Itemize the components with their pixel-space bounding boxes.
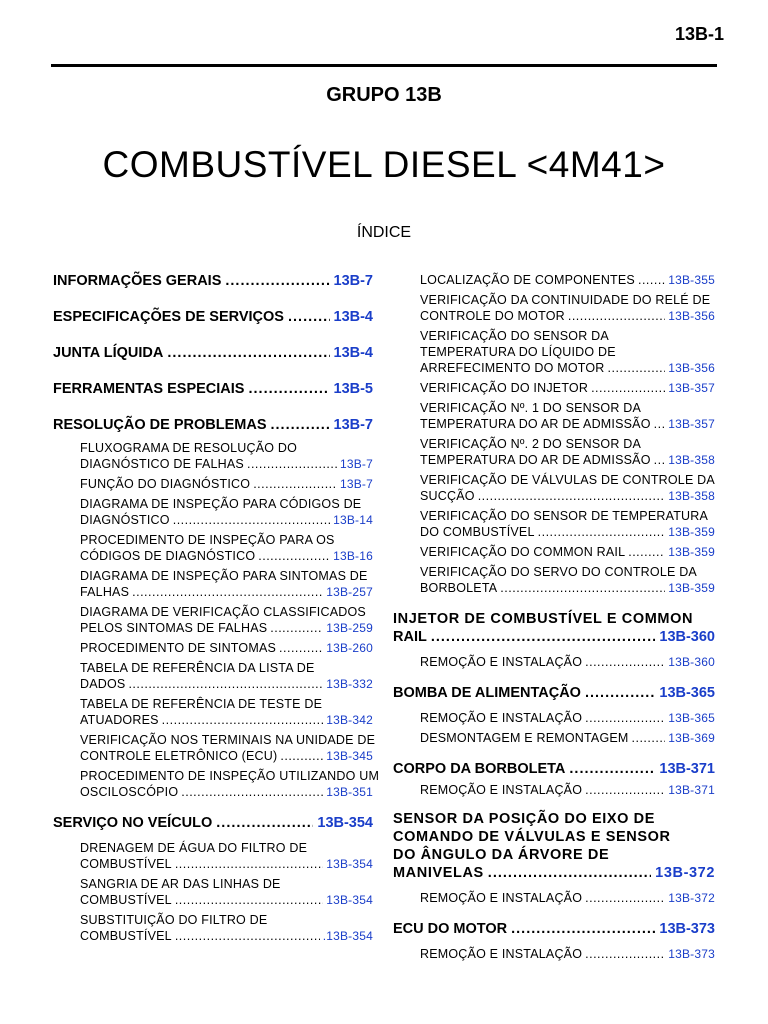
- toc-page-link[interactable]: 13B-365: [659, 685, 715, 701]
- toc-subentry[interactable]: [53, 476, 373, 492]
- toc-subentry-label: COMBUSTÍVEL: [80, 929, 172, 943]
- toc-entry-sensor-posicao[interactable]: [393, 810, 715, 882]
- toc-subentry[interactable]: [53, 568, 373, 600]
- toc-entry-label: DO ÂNGULO DA ÁRVORE DE: [393, 847, 610, 863]
- toc-page-link[interactable]: 13B-360: [659, 629, 715, 645]
- toc-subentry[interactable]: [53, 732, 376, 764]
- leader-dots: [585, 654, 665, 670]
- toc-subentry[interactable]: [53, 840, 373, 872]
- leader-dots: [488, 864, 651, 882]
- toc-subentry-label: DADOS: [80, 677, 126, 691]
- leader-dots: [248, 380, 329, 398]
- toc-entry-label: COMANDO DE VÁLVULAS E SENSOR: [393, 829, 671, 845]
- leader-dots: [638, 272, 665, 288]
- toc-subentry[interactable]: [393, 380, 715, 396]
- toc-subentry[interactable]: [53, 604, 373, 636]
- toc-subentry[interactable]: [393, 472, 715, 504]
- toc-page-link[interactable]: 13B-332: [326, 677, 373, 691]
- toc-subentry-label: PROCEDIMENTO DE SINTOMAS: [80, 641, 277, 655]
- toc-subentry-label: FUNÇÃO DO DIAGNÓSTICO: [80, 477, 251, 491]
- toc-entry-label: RAIL: [393, 629, 427, 645]
- toc-entry-junta-liquida[interactable]: [53, 344, 373, 362]
- leader-dots: [128, 676, 323, 692]
- leader-dots: [162, 712, 324, 728]
- toc-entry-corpo-borboleta[interactable]: [393, 760, 715, 778]
- toc-subentry-line: VERIFICAÇÃO DA CONTINUIDADE DO RELÉ DE: [420, 293, 711, 307]
- toc-left-column: [53, 272, 380, 948]
- toc-entry-informacoes-gerais[interactable]: [53, 272, 373, 290]
- toc-entry-ferramentas[interactable]: [53, 380, 373, 398]
- toc-subentry-label: SUCÇÃO: [420, 489, 475, 503]
- leader-dots: [258, 548, 330, 564]
- toc-subentry-label: REMOÇÃO E INSTALAÇÃO: [420, 783, 583, 797]
- toc-subentry[interactable]: [393, 730, 715, 746]
- toc-entry-label: BOMBA DE ALIMENTAÇÃO: [393, 685, 581, 701]
- leader-dots: [271, 416, 330, 434]
- toc-page-link[interactable]: 13B-7: [339, 457, 373, 471]
- leader-dots: [585, 684, 655, 702]
- toc-subentry[interactable]: [393, 654, 715, 670]
- toc-page-link[interactable]: 13B-369: [668, 731, 715, 745]
- toc-subentry-label: DO COMBUSTÍVEL: [420, 525, 535, 539]
- toc-subentry-label: REMOÇÃO E INSTALAÇÃO: [420, 711, 583, 725]
- toc-page-link[interactable]: 13B-16: [333, 549, 373, 563]
- toc-page-link[interactable]: 13B-7: [333, 273, 373, 289]
- toc-entry-bomba[interactable]: [393, 684, 715, 702]
- toc-subentry-label: TEMPERATURA DO AR DE ADMISSÃO: [420, 453, 651, 467]
- leader-dots: [181, 784, 323, 800]
- toc-page-link[interactable]: 13B-359: [668, 525, 715, 539]
- toc-entry-label: JUNTA LÍQUIDA: [53, 345, 164, 361]
- toc-subentry[interactable]: [53, 640, 373, 656]
- toc-page-link[interactable]: 13B-356: [668, 309, 715, 323]
- leader-dots: [585, 946, 665, 962]
- toc-page-link[interactable]: 13B-4: [333, 309, 373, 325]
- toc-subentry[interactable]: [393, 400, 715, 432]
- toc-page-link[interactable]: 13B-7: [339, 477, 373, 491]
- toc-subentry-line: VERIFICAÇÃO DE VÁLVULAS DE CONTROLE DA: [420, 473, 715, 487]
- toc-entry-especificacoes[interactable]: [53, 308, 373, 326]
- toc-entry-label: MANIVELAS: [393, 865, 484, 881]
- toc-subentry-label: LOCALIZAÇÃO DE COMPONENTES: [420, 273, 635, 287]
- leader-dots: [280, 748, 323, 764]
- toc-subentry-label: CONTROLE DO MOTOR: [420, 309, 565, 323]
- page-number: 13B-1: [674, 24, 724, 44]
- toc-subentry-line: SUBSTITUIÇÃO DO FILTRO DE: [80, 913, 268, 927]
- leader-dots: [247, 456, 337, 472]
- toc-page-link[interactable]: 13B-355: [668, 273, 715, 287]
- leader-dots: [569, 760, 655, 778]
- leader-dots: [608, 360, 666, 376]
- toc-subentry-label: CÓDIGOS DE DIAGNÓSTICO: [80, 549, 256, 563]
- leader-dots: [132, 584, 323, 600]
- toc-page-link[interactable]: 13B-365: [668, 711, 715, 725]
- leader-dots: [591, 380, 665, 396]
- toc-subentry[interactable]: [393, 890, 715, 906]
- toc-page-link[interactable]: 13B-357: [668, 381, 715, 395]
- leader-dots: [288, 308, 330, 326]
- toc-subentry[interactable]: [53, 496, 373, 528]
- leader-dots: [253, 476, 337, 492]
- toc-subentry-label: ATUADORES: [80, 713, 159, 727]
- toc-subentry-label: BORBOLETA: [420, 581, 498, 595]
- toc-entry-label: INJETOR DE COMBUSTÍVEL E COMMON: [393, 611, 694, 627]
- toc-subentry-line: PROCEDIMENTO DE INSPEÇÃO UTILIZANDO UM: [80, 769, 380, 783]
- toc-subentry[interactable]: [53, 532, 373, 564]
- toc-subentry[interactable]: [53, 876, 373, 908]
- leader-dots: [175, 856, 323, 872]
- toc-page-link[interactable]: 13B-351: [326, 785, 373, 799]
- toc-subentry-line: DIAGRAMA DE INSPEÇÃO PARA SINTOMAS DE: [80, 569, 368, 583]
- toc-subentry[interactable]: [393, 508, 715, 540]
- toc-subentry-line: TABELA DE REFERÊNCIA DA LISTA DE: [80, 661, 315, 675]
- toc-entry-ecu-motor[interactable]: [393, 920, 715, 938]
- toc-subentry[interactable]: [393, 292, 715, 324]
- toc-subentry-label: VERIFICAÇÃO DO INJETOR: [420, 381, 589, 395]
- toc-subentry-line: FLUXOGRAMA DE RESOLUÇÃO DO: [80, 441, 298, 455]
- toc-entry-label: FERRAMENTAS ESPECIAIS: [53, 381, 245, 397]
- toc-entry-label: CORPO DA BORBOLETA: [393, 761, 566, 777]
- toc-entry-servico-veiculo[interactable]: [53, 814, 373, 832]
- toc-subentry-label: REMOÇÃO E INSTALAÇÃO: [420, 655, 583, 669]
- toc-page-link[interactable]: 13B-14: [333, 513, 373, 527]
- toc-subentry-label: TEMPERATURA DO AR DE ADMISSÃO: [420, 417, 651, 431]
- toc-subentry-line: VERIFICAÇÃO DO SENSOR DA: [420, 329, 609, 343]
- toc-page-link[interactable]: 13B-358: [668, 453, 715, 467]
- toc-subentry-line: VERIFICAÇÃO Nº. 2 DO SENSOR DA: [420, 437, 642, 451]
- leader-dots: [216, 814, 313, 832]
- leader-dots: [585, 782, 665, 798]
- toc-subentry-line: TABELA DE REFERÊNCIA DE TESTE DE: [80, 697, 323, 711]
- leader-dots: [175, 928, 320, 944]
- leader-dots: [628, 544, 665, 560]
- toc-page-link[interactable]: 13B-360: [668, 655, 715, 669]
- toc-page-link[interactable]: 13B-373: [668, 947, 715, 961]
- toc-subentry-label: REMOÇÃO E INSTALAÇÃO: [420, 891, 583, 905]
- leader-dots: [511, 920, 655, 938]
- leader-dots: [654, 452, 666, 468]
- toc-page-link[interactable]: 13B-354: [317, 815, 373, 831]
- toc-entry-label: INFORMAÇÕES GERAIS: [53, 273, 222, 289]
- leader-dots: [279, 640, 323, 656]
- toc-entry-label: SENSOR DA POSIÇÃO DO EIXO DE: [393, 811, 655, 827]
- toc-page-link[interactable]: 13B-4: [333, 345, 373, 361]
- leader-dots: [167, 344, 329, 362]
- toc-page-link[interactable]: .13B-354: [322, 929, 373, 943]
- toc-subentry-label: DIAGNÓSTICO: [80, 513, 170, 527]
- toc-page-link[interactable]: 13B-358: [668, 489, 715, 503]
- leader-dots: [568, 308, 665, 324]
- toc-subentry-label: VERIFICAÇÃO DO COMMON RAIL: [420, 545, 626, 559]
- toc-page-link[interactable]: 13B-5: [333, 381, 373, 397]
- header-rule: [51, 64, 717, 67]
- leader-dots: [585, 710, 665, 726]
- toc-subentry[interactable]: [53, 440, 373, 472]
- leader-dots: [632, 730, 666, 746]
- toc-subentry[interactable]: [393, 710, 715, 726]
- toc-subentry-label: DIAGNÓSTICO DE FALHAS: [80, 457, 244, 471]
- toc-subentry-line: VERIFICAÇÃO DO SENSOR DE TEMPERATURA: [420, 509, 709, 523]
- page-title: COMBUSTÍVEL DIESEL <4M41>: [102, 144, 666, 185]
- group-heading: GRUPO 13B: [326, 84, 442, 106]
- toc-subentry[interactable]: [393, 564, 715, 596]
- toc-entry-label: RESOLUÇÃO DE PROBLEMAS: [53, 417, 267, 433]
- toc-subentry-label: COMBUSTÍVEL: [80, 893, 172, 907]
- toc-subentry[interactable]: [393, 544, 715, 560]
- toc-page-link[interactable]: 13B-345: [326, 749, 373, 763]
- toc-right-column: [393, 272, 715, 966]
- toc-page-link[interactable]: 13B-354: [326, 857, 373, 871]
- toc-page-link[interactable]: 13B-7: [333, 417, 373, 433]
- toc-subentry-label: REMOÇÃO E INSTALAÇÃO: [420, 947, 583, 961]
- toc-page-link[interactable]: 13B-259: [326, 621, 373, 635]
- toc-entry-label: ECU DO MOTOR: [393, 921, 508, 937]
- toc-subentry[interactable]: [393, 272, 715, 288]
- toc-page-link[interactable]: 13B-260: [326, 641, 373, 655]
- toc-subentry-label: ARREFECIMENTO DO MOTOR: [420, 361, 605, 375]
- toc-subentry-label: FALHAS: [80, 585, 130, 599]
- toc-page-link[interactable]: 13B-357: [668, 417, 715, 431]
- leader-dots: [654, 416, 666, 432]
- toc-page-link[interactable]: 13B-359: [668, 545, 715, 559]
- toc-subentry[interactable]: [393, 436, 715, 468]
- toc-subentry-line: SANGRIA DE AR DAS LINHAS DE: [80, 877, 281, 891]
- toc-page-link[interactable]: 13B-371: [659, 761, 715, 777]
- leader-dots: [173, 512, 330, 528]
- toc-subentry-line: DRENAGEM DE ÁGUA DO FILTRO DE: [80, 841, 308, 855]
- toc-subentry-line: DIAGRAMA DE INSPEÇÃO PARA CÓDIGOS DE: [80, 497, 362, 511]
- toc-subentry[interactable]: [53, 696, 373, 728]
- toc-subentry[interactable]: [393, 782, 715, 798]
- toc-entry-label: ESPECIFICAÇÕES DE SERVIÇOS: [53, 309, 284, 325]
- toc-subentry[interactable]: [393, 946, 715, 962]
- toc-page-link[interactable]: 13B-359: [668, 581, 715, 595]
- toc-subentry-line: VERIFICAÇÃO NOS TERMINAIS NA UNIDADE DE: [80, 733, 376, 747]
- toc-subentry[interactable]: [53, 912, 373, 944]
- leader-dots: [585, 890, 665, 906]
- leader-dots: [538, 524, 666, 540]
- toc-subentry-line: PROCEDIMENTO DE INSPEÇÃO PARA OS: [80, 533, 335, 547]
- toc-page-link[interactable]: 13B-372: [655, 865, 715, 881]
- toc-entry-injetor[interactable]: [393, 610, 715, 646]
- toc-subentry-line: DIAGRAMA DE VERIFICAÇÃO CLASSIFICADOS: [80, 605, 366, 619]
- toc-entry-label: SERVIÇO NO VEÍCULO: [53, 815, 213, 831]
- toc-subentry[interactable]: [393, 328, 715, 376]
- toc-subentry-line: TEMPERATURA DO LÍQUIDO DE: [420, 345, 616, 359]
- toc-subentry-label: COMBUSTÍVEL: [80, 857, 172, 871]
- toc-subentry[interactable]: [53, 768, 380, 800]
- toc-page-link[interactable]: 13B-342: [326, 713, 373, 727]
- toc-subentry-label: OSCILOSCÓPIO: [80, 785, 179, 799]
- leader-dots: [478, 488, 666, 504]
- toc-page-link[interactable]: 13B-373: [659, 921, 715, 937]
- toc-entry-resolucao[interactable]: [53, 416, 373, 434]
- leader-dots: [225, 272, 329, 290]
- toc-subentry-label: DESMONTAGEM E REMONTAGEM: [420, 731, 629, 745]
- toc-subentry-line: VERIFICAÇÃO Nº. 1 DO SENSOR DA: [420, 401, 642, 415]
- toc-page-link[interactable]: 13B-257: [326, 585, 373, 599]
- toc-page-link[interactable]: 13B-356: [668, 361, 715, 375]
- index-heading: ÍNDICE: [356, 224, 412, 241]
- toc-page-link[interactable]: 13B-371: [668, 783, 715, 797]
- leader-dots: [270, 620, 323, 636]
- leader-dots: [175, 892, 323, 908]
- toc-subentry-label: PELOS SINTOMAS DE FALHAS: [80, 621, 268, 635]
- toc-subentry-line: VERIFICAÇÃO DO SERVO DO CONTROLE DA: [420, 565, 697, 579]
- leader-dots: [500, 580, 665, 596]
- toc-subentry-label: CONTROLE ELETRÔNICO (ECU): [80, 749, 278, 763]
- leader-dots: [431, 628, 656, 646]
- toc-page-link[interactable]: 13B-354: [326, 893, 373, 907]
- toc-subentry[interactable]: [53, 660, 373, 692]
- toc-page-link[interactable]: 13B-372: [668, 891, 715, 905]
